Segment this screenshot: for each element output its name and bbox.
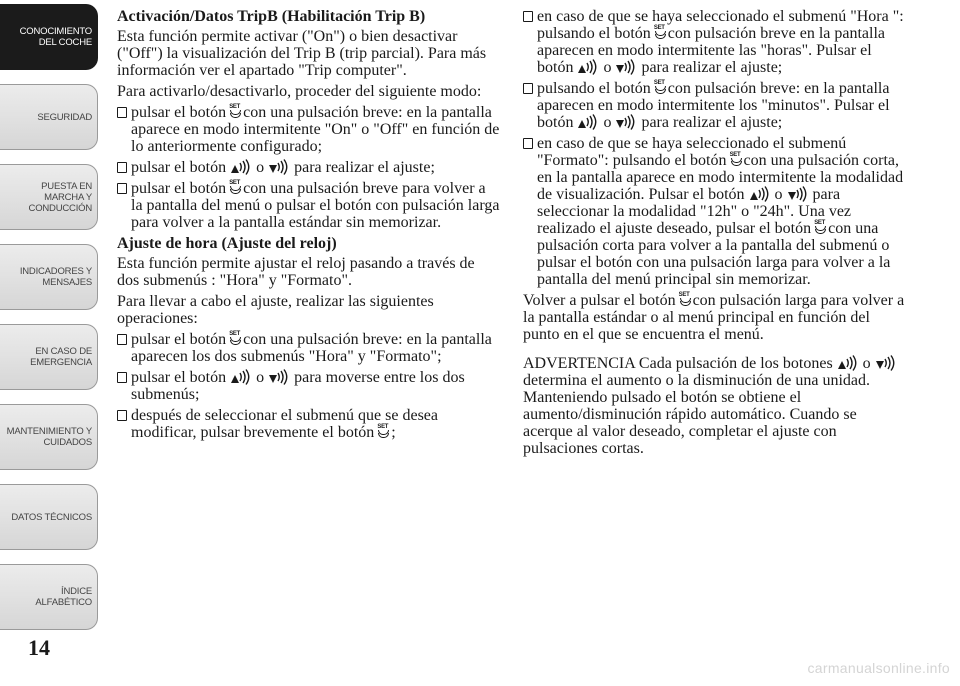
- right-column: [523, 8, 908, 461]
- tab-en-caso-de-emergencia[interactable]: EN CASO DE EMERGENCIA: [0, 324, 98, 390]
- list-item: en caso de que se haya seleccionado el submenú "Formato": pulsando el botón SET con una pulsación corta, en la pantalla aparece en modo intermitente la modalidad de visualización. Pulsar el botón o para seleccionar la modalidad "12h" o "24h". Una vez realizado el ajuste deseado, pulsar el botón SET con una pulsación corta para volver a la pantalla del submenú o pulsar el botón con una pulsación larga para volver a la pantalla del menú principal sin memorizar.: [523, 135, 908, 288]
- down-arrow-icon: [269, 159, 289, 175]
- left-column: [117, 8, 500, 445]
- chapter-sidebar: [0, 0, 100, 640]
- section-heading-reloj: Ajuste de hora (Ajuste del reloj): [117, 235, 337, 252]
- paragraph: Para activarlo/desactivarlo, proceder del siguiente modo:: [117, 83, 482, 100]
- paragraph: Para llevar a cabo el ajuste, realizar las siguientes operaciones:: [117, 293, 434, 327]
- list-item: en caso de que se haya seleccionado el submenú "Hora ": pulsando el botón SET con pulsación breve en la pantalla aparecen en modo intermitente las "horas". Pulsar el botón o para realizar el ajuste;: [523, 8, 908, 76]
- up-arrow-icon: [231, 369, 251, 385]
- list-item: pulsar el botón o para moverse entre los dos submenús;: [117, 369, 500, 403]
- up-arrow-icon: [578, 114, 598, 130]
- up-arrow-icon: [838, 355, 858, 371]
- paragraph: Esta función permite ajustar el reloj pasando a través de dos submenús : "Hora" y "Formato".: [117, 255, 475, 289]
- set-button-icon: SET: [678, 292, 691, 307]
- set-button-icon: SET: [653, 80, 666, 95]
- tab-indice-alfabetico[interactable]: ÍNDICE ALFABÉTICO: [0, 564, 98, 630]
- set-button-icon: SET: [813, 220, 826, 235]
- section-heading-tripb: Activación/Datos TripB (Habilitación Trip B): [117, 8, 426, 25]
- list-item: pulsar el botón SET con una pulsación breve: en la pantalla aparece en modo intermitente "On" o "Off" en función de lo anteriormente configurado;: [117, 104, 500, 155]
- down-arrow-icon: [876, 355, 896, 371]
- down-arrow-icon: [788, 186, 808, 202]
- down-arrow-icon: [616, 114, 636, 130]
- paragraph: Volver a pulsar el botón SET con pulsación larga para volver a la pantalla estándar o al menú principal en función del punto en el que se encuentra el menú.: [523, 292, 905, 343]
- list-item: pulsar el botón SET con una pulsación breve para volver a la pantalla del menú o pulsar el botón con pulsación larga para volver a la pantalla estándar sin memorizar.: [117, 180, 500, 231]
- up-arrow-icon: [750, 186, 770, 202]
- steps-list: [523, 8, 908, 288]
- tab-seguridad[interactable]: SEGURIDAD: [0, 84, 98, 150]
- tab-mantenimiento-y-cuidados[interactable]: MANTENIMIENTO Y CUIDADOS: [0, 404, 98, 470]
- set-button-icon: SET: [228, 331, 241, 346]
- list-item: pulsar el botón SET con una pulsación breve: en la pantalla aparecen los dos submenús "Hora" y "Formato";: [117, 331, 500, 365]
- steps-list: [117, 331, 500, 441]
- down-arrow-icon: [269, 369, 289, 385]
- tab-indicadores-y-mensajes[interactable]: INDICADORES Y MENSAJES: [0, 244, 98, 310]
- set-button-icon: SET: [228, 180, 241, 195]
- set-button-icon: SET: [228, 104, 241, 119]
- steps-list: [117, 104, 500, 231]
- list-item: pulsando el botón SET con pulsación breve: en la pantalla aparecen en modo intermitente los "minutos". Pulsar el botón o para realizar el ajuste;: [523, 80, 908, 131]
- list-item: después de seleccionar el submenú que se desea modificar, pulsar brevemente el botón SET ;: [117, 407, 500, 441]
- up-arrow-icon: [578, 59, 598, 75]
- page-number: 14: [28, 635, 50, 660]
- tab-puesta-en-marcha[interactable]: PUESTA EN MARCHA Y CONDUCCIÓN: [0, 164, 98, 230]
- list-item: pulsar el botón o para realizar el ajuste;: [117, 159, 500, 176]
- spacer: [523, 347, 908, 355]
- down-arrow-icon: [616, 59, 636, 75]
- warning-paragraph: ADVERTENCIA Cada pulsación de los botones o determina el aumento o la disminución de una unidad. Manteniendo pulsado el botón se obtiene el aumento/disminución rápido automático. Cuando se acerque al valor deseado, completar el ajuste con pulsaciones cortas.: [523, 355, 908, 457]
- watermark: carmanualsonline.info: [807, 660, 950, 676]
- paragraph: Esta función permite activar ("On") o bien desactivar ("Off") la visualización del Trip B (trip parcial). Para más información ver el apartado "Trip computer".: [117, 28, 487, 79]
- tab-conocimiento-del-coche[interactable]: CONOCIMIENTO DEL COCHE: [0, 4, 98, 70]
- set-button-icon: SET: [653, 25, 666, 40]
- tab-datos-tecnicos[interactable]: DATOS TÉCNICOS: [0, 484, 98, 550]
- set-button-icon: SET: [729, 152, 742, 167]
- up-arrow-icon: [231, 159, 251, 175]
- set-button-icon: SET: [376, 424, 389, 439]
